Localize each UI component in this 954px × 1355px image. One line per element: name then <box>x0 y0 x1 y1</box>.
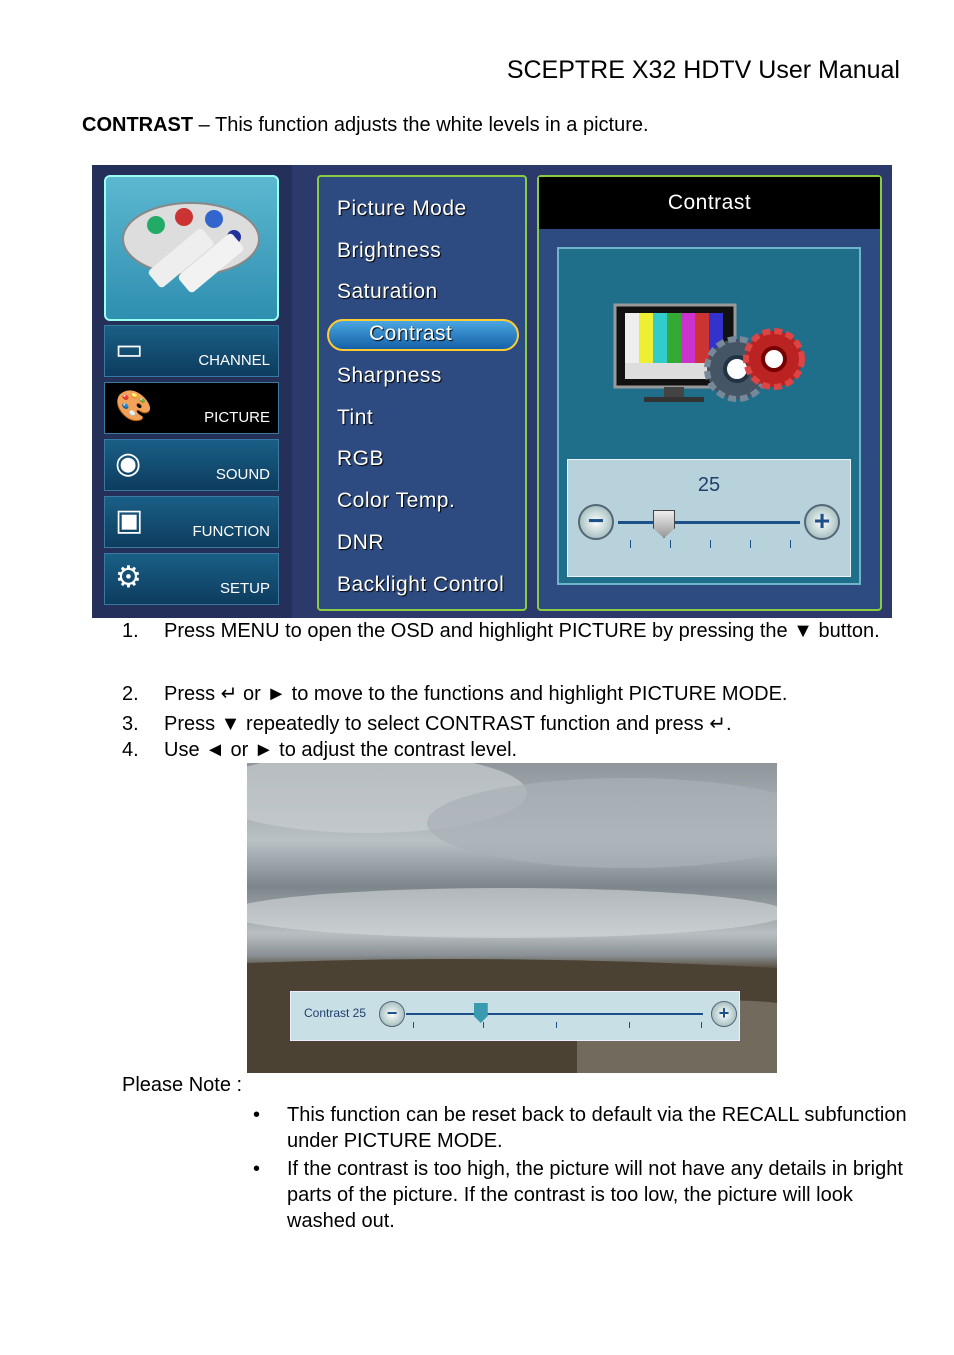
overlay-slider-tick <box>629 1022 630 1028</box>
toolbox-icon: ▣ <box>115 504 144 537</box>
contrast-value: 25 <box>697 474 721 496</box>
step-text: Press ▼ repeatedly to select CONTRAST function and press ↵. <box>164 713 732 735</box>
slider-tick <box>630 540 631 548</box>
note-label: Please Note : <box>122 1074 243 1096</box>
speaker-icon: ◉ <box>115 447 142 480</box>
side-item-picture[interactable] <box>104 382 279 434</box>
slider-tick <box>670 540 671 548</box>
tv-icon: ▭ <box>115 333 144 366</box>
contrast-overlay-slider <box>290 991 740 1041</box>
menu-item-saturation[interactable]: Saturation <box>337 280 438 303</box>
side-item-channel[interactable] <box>104 325 279 377</box>
menu-item-picture-mode[interactable]: Picture Mode <box>337 197 467 220</box>
side-item-sound[interactable] <box>104 439 279 491</box>
detail-title: Contrast <box>539 177 880 229</box>
gear-icon: ⚙ <box>115 561 142 594</box>
side-item-label: SOUND <box>215 466 270 483</box>
step-number: 1. <box>122 620 139 642</box>
slider-tick <box>790 540 791 548</box>
intro-paragraph <box>82 114 649 137</box>
menu-item-brightness[interactable]: Brightness <box>337 239 442 262</box>
step-number: 4. <box>122 739 139 761</box>
detail-inner <box>557 247 861 585</box>
menu-item-backlight-control[interactable]: Backlight Control <box>337 573 505 596</box>
plus-button[interactable]: + <box>804 504 840 540</box>
overlay-minus-button[interactable]: − <box>379 1001 405 1027</box>
bullet-dot: • <box>253 1104 261 1126</box>
monitor-gears-icon <box>609 299 809 409</box>
slider-tick <box>710 540 711 548</box>
step-number: 3. <box>122 713 139 735</box>
menu-item-tint[interactable]: Tint <box>337 406 374 429</box>
page-header-title: SCEPTRE X32 HDTV User Manual <box>506 56 900 84</box>
bullet-text: This function can be reset back to default via the RECALL subfunction under PICTURE MODE. <box>287 1104 907 1152</box>
picture-menu-panel <box>317 175 527 611</box>
slider-thumb[interactable] <box>653 510 675 538</box>
overlay-slider-thumb[interactable] <box>474 1003 488 1023</box>
bullet-dot: • <box>253 1158 261 1180</box>
overlay-slider-tick <box>556 1022 557 1028</box>
overlay-plus-button[interactable]: + <box>711 1001 737 1027</box>
side-item-label: FUNCTION <box>192 523 270 540</box>
menu-item-color-temp[interactable]: Color Temp. <box>337 489 456 512</box>
slider-tick <box>750 540 751 548</box>
osd-side-column <box>92 165 292 618</box>
osd-menu-screenshot <box>92 165 892 618</box>
menu-item-rgb[interactable]: RGB <box>337 447 385 470</box>
menu-item-contrast[interactable]: Contrast <box>369 322 453 345</box>
bullet-text: If the contrast is too high, the picture will not have any details in bright parts of the picture. If the contrast is too low, the picture will look washed out. <box>287 1158 903 1232</box>
overlay-slider-track[interactable] <box>406 1013 703 1015</box>
step-text: Use ◄ or ► to adjust the contrast level. <box>164 739 518 761</box>
side-item-label: PICTURE <box>204 409 270 426</box>
menu-item-dnr[interactable]: DNR <box>337 531 384 554</box>
overlay-slider-tick <box>413 1022 414 1028</box>
intro-term: CONTRAST <box>82 114 194 136</box>
step-text: Press MENU to open the OSD and highlight PICTURE by pressing the ▼ button. <box>164 620 880 642</box>
menu-item-sharpness[interactable]: Sharpness <box>337 364 442 387</box>
side-item-setup[interactable] <box>104 553 279 605</box>
step-text: Press ↵ or ► to move to the functions and highlight PICTURE MODE. <box>164 683 788 705</box>
minus-button[interactable]: − <box>578 504 614 540</box>
overlay-slider-tick <box>483 1022 484 1028</box>
side-item-function[interactable] <box>104 496 279 548</box>
side-item-label: SETUP <box>219 580 270 597</box>
overlay-slider-tick <box>701 1022 702 1028</box>
landscape-photo <box>247 763 777 1073</box>
slider-track[interactable] <box>618 521 800 524</box>
side-item-label: CHANNEL <box>198 352 270 369</box>
palette-icon: 🎨 <box>115 390 153 423</box>
intro-text: – This function adjusts the white levels in a picture. <box>193 114 649 136</box>
contrast-slider-box <box>567 459 851 577</box>
contrast-detail-panel <box>537 175 882 611</box>
palette-hero-icon <box>104 175 279 321</box>
step-number: 2. <box>122 683 139 705</box>
overlay-contrast-label: Contrast 25 <box>304 1006 367 1020</box>
